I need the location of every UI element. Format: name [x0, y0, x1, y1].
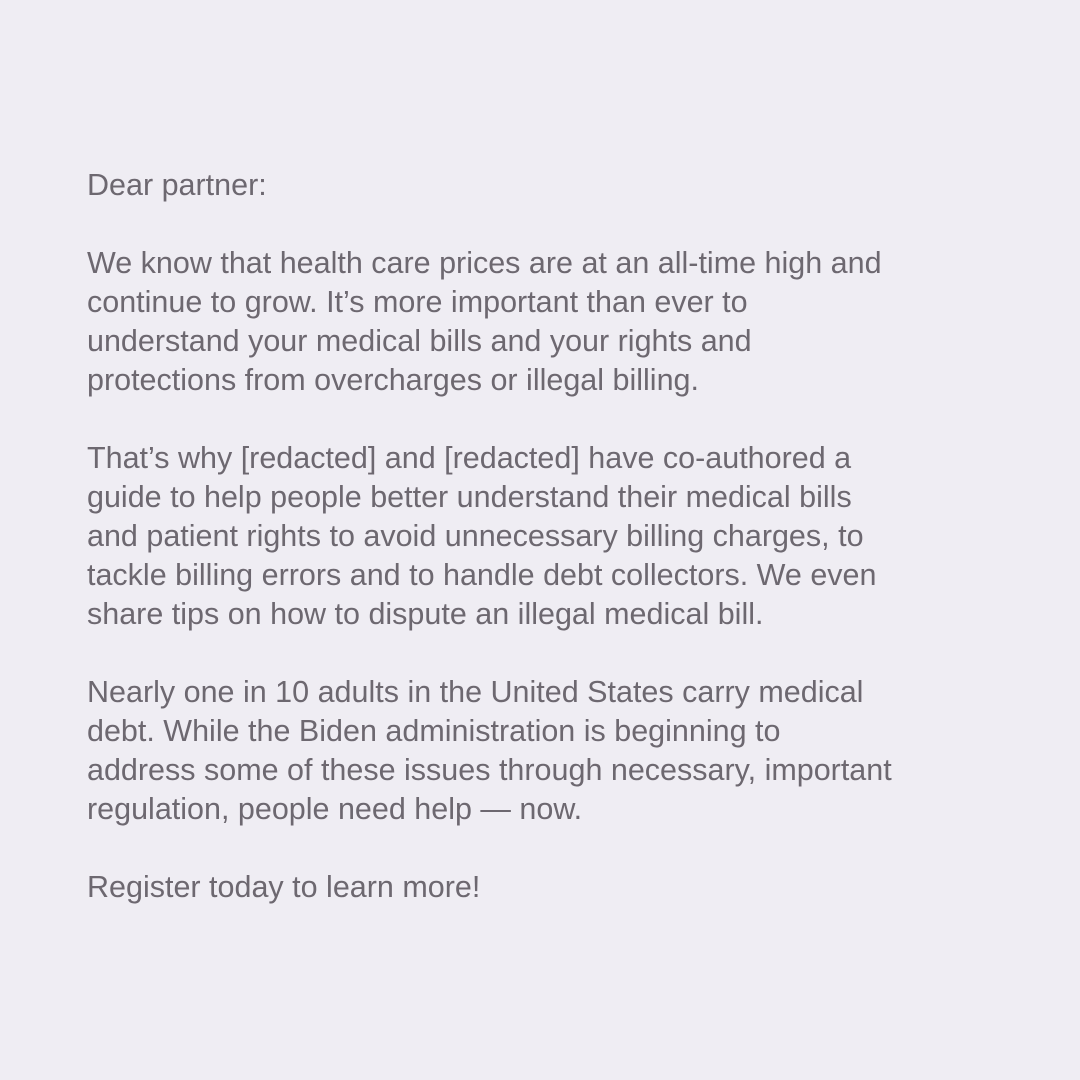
letter-body — [87, 166, 1047, 907]
paragraph-guide — [87, 439, 1047, 634]
paragraph-health-care-prices — [87, 244, 1047, 400]
paragraph-line: protections from overcharges or illegal billing. — [87, 363, 699, 397]
paragraph-line: understand your medical bills and your rights and — [87, 324, 752, 358]
closing-call-to-action: Register today to learn more! — [87, 870, 481, 904]
paragraph-line: debt. While the Biden administration is beginning to — [87, 714, 781, 748]
paragraph-line: regulation, people need help — now. — [87, 792, 583, 826]
paragraph-spacer — [87, 205, 1047, 244]
paragraph-line: guide to help people better understand their medical bills — [87, 480, 852, 514]
paragraph-line: tackle billing errors and to handle debt collectors. We even — [87, 558, 877, 592]
paragraph-spacer — [87, 400, 1047, 439]
paragraph-spacer — [87, 829, 1047, 868]
salutation: Dear partner: — [87, 168, 267, 202]
paragraph-line: and patient rights to avoid unnecessary billing charges, to — [87, 519, 864, 553]
paragraph-medical-debt — [87, 673, 1047, 829]
paragraph-line: That’s why [redacted] and [redacted] have co-authored a — [87, 441, 852, 475]
paragraph-line: share tips on how to dispute an illegal medical bill. — [87, 597, 764, 631]
paragraph-line: continue to grow. It’s more important than ever to — [87, 285, 748, 319]
paragraph-spacer — [87, 634, 1047, 673]
paragraph-line: Nearly one in 10 adults in the United States carry medical — [87, 675, 864, 709]
paragraph-line: We know that health care prices are at an all-time high and — [87, 246, 882, 280]
paragraph-line: address some of these issues through necessary, important — [87, 753, 892, 787]
